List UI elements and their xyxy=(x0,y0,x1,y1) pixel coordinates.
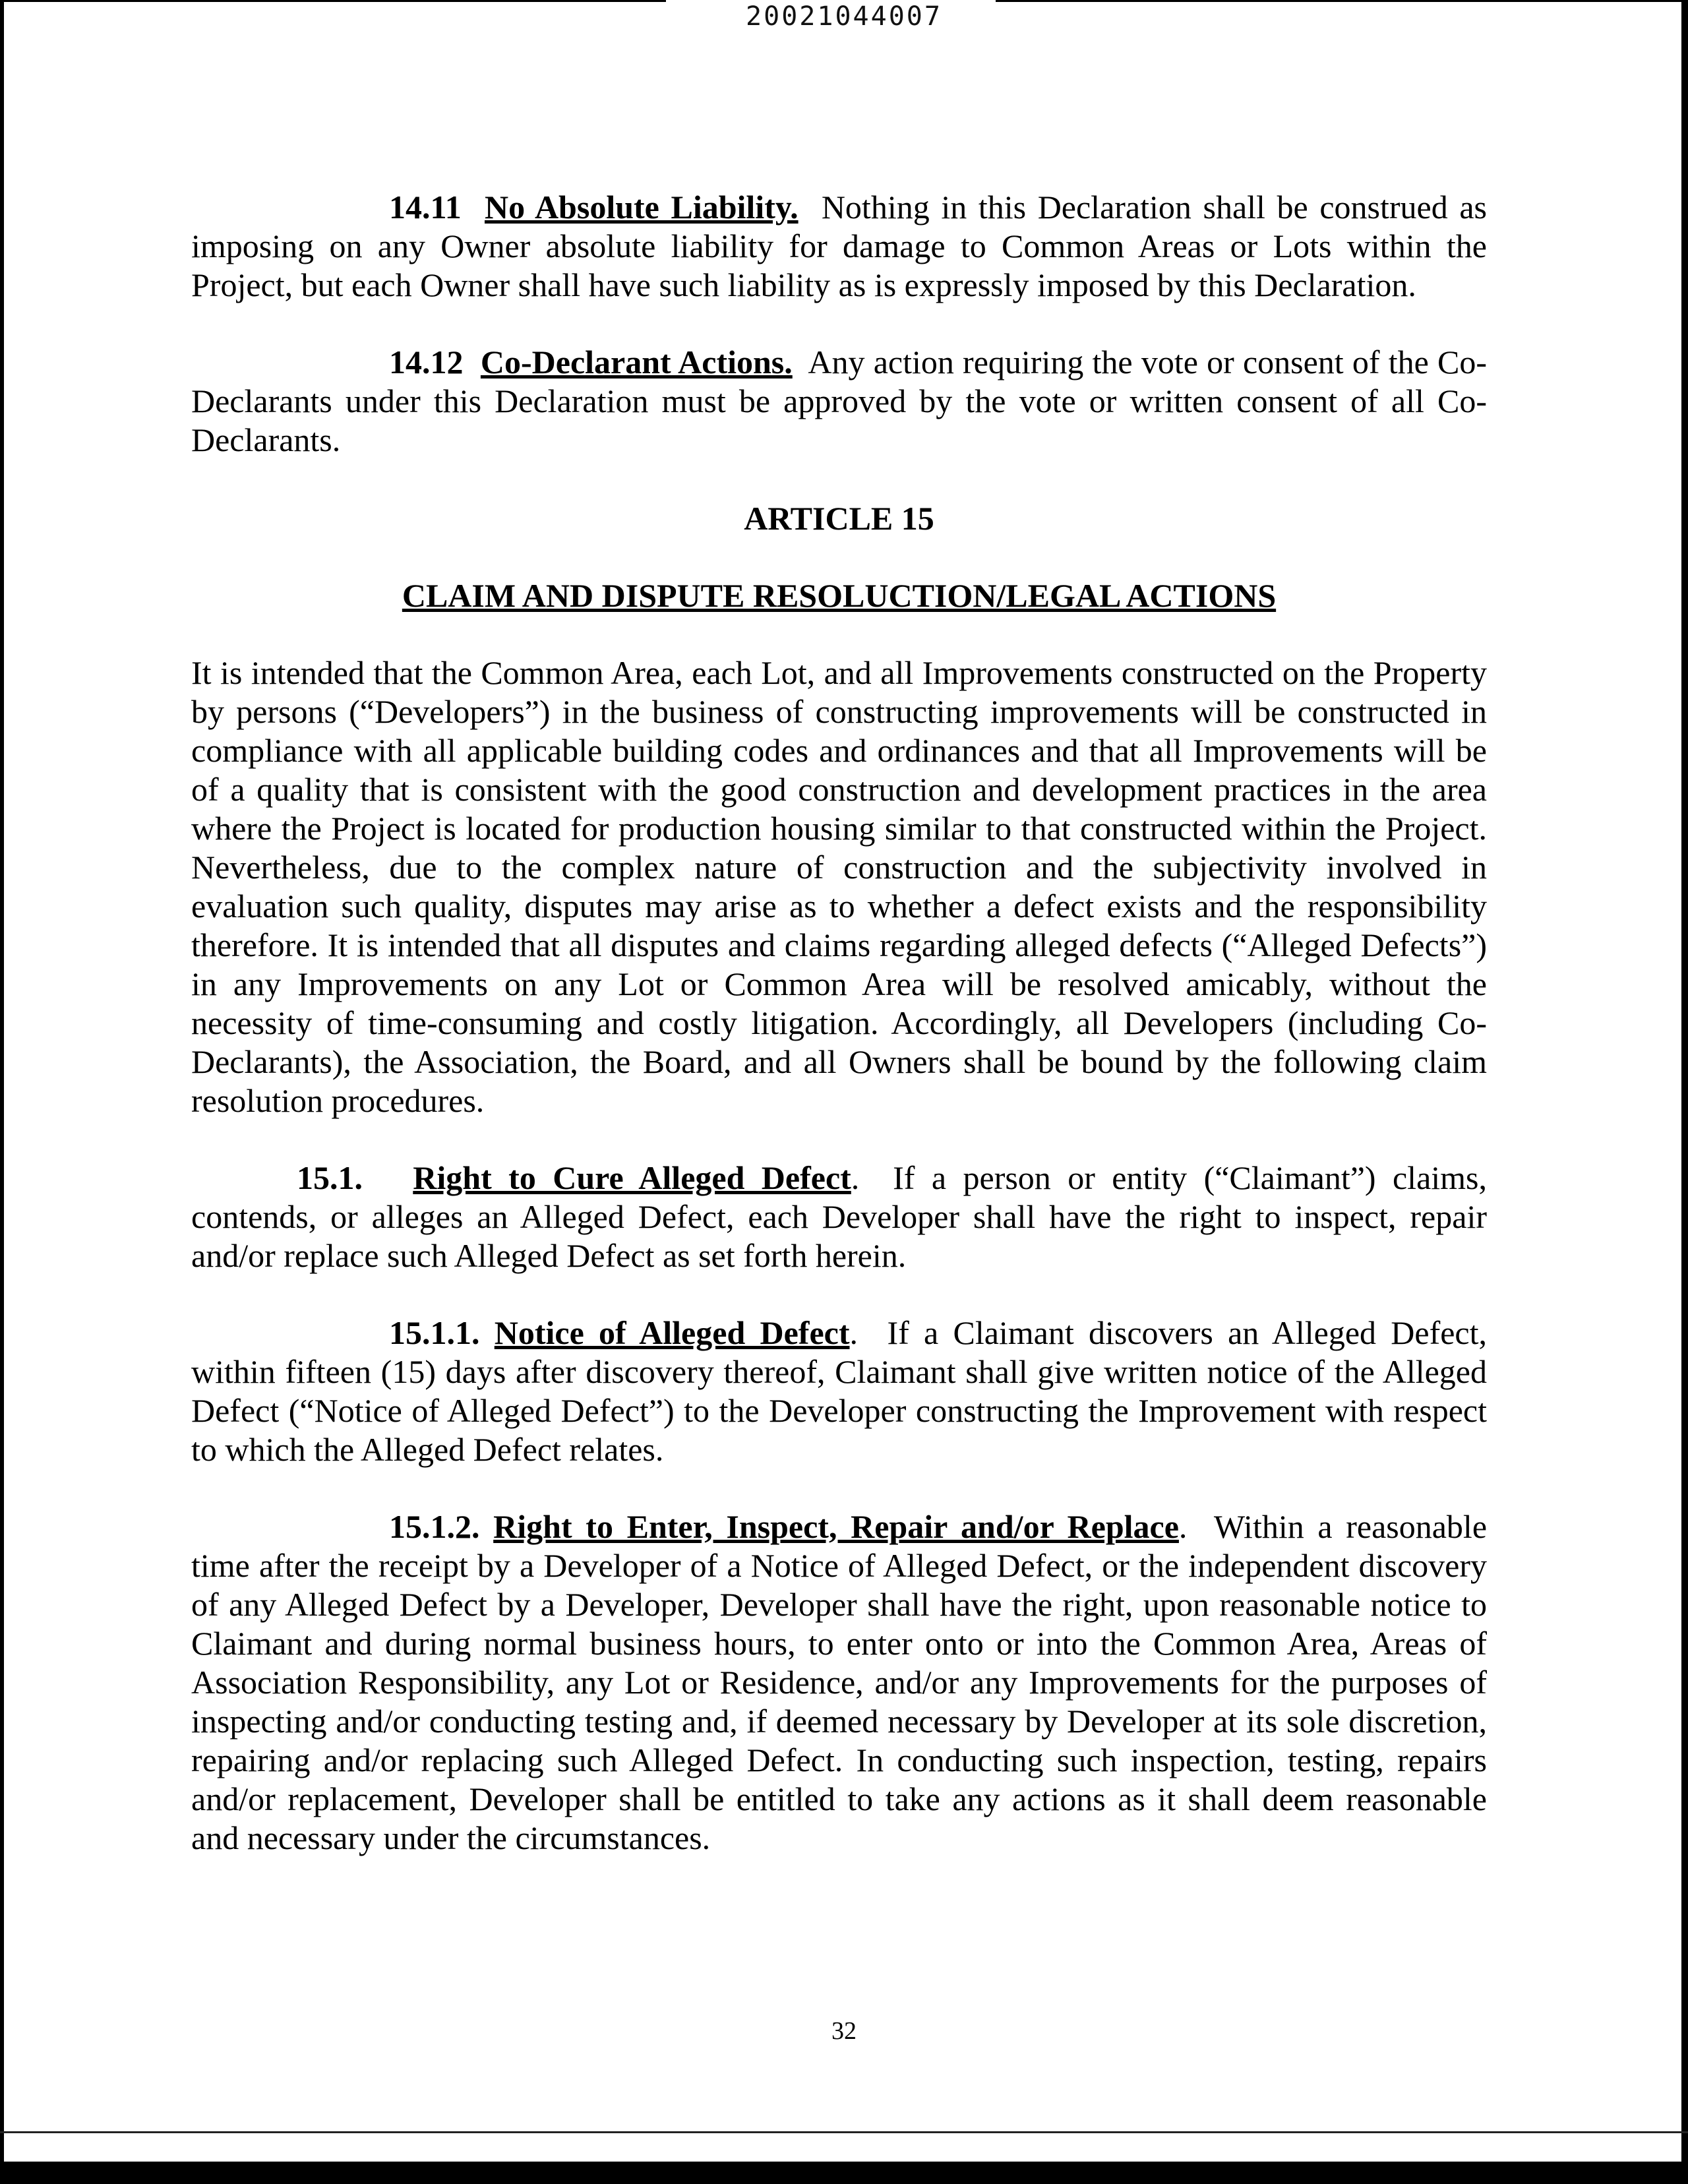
section-number: 14.12 xyxy=(389,344,464,380)
section-title-punct: . xyxy=(851,1159,860,1196)
article-heading: ARTICLE 15 xyxy=(744,500,934,537)
section-number: 15.1.2. xyxy=(389,1508,480,1545)
section-title-punct: . xyxy=(1178,1508,1188,1545)
section-text: Within a reasonable time after the receipt by a Developer of a Notice of Alleged Defect, or the independent discovery of any Alleged Defect by a Developer, Developer shall have the right, upon reasonable notice to Claimant and during normal business hours, to enter onto or into the Common Area, Areas of Association Responsibility, any Lot or Residence, and/or any Improvements for the purposes of inspecting and/or conducting testing and, if deemed necessary by Developer at its sole discretion, repairing and/or replacing such Alleged Defect. In conducting such inspection, testing, repairs and/or replacement, Developer shall be entitled to take any actions as it shall deem reasonable and necessary under the circumstances. xyxy=(191,1508,1488,1856)
scan-border-bottom-rule xyxy=(0,2131,1688,2133)
scan-border-right xyxy=(1681,0,1688,2184)
section-number: 15.1.1. xyxy=(389,1314,480,1351)
scan-border-left xyxy=(0,0,4,2184)
section-number: 14.11 xyxy=(389,189,462,226)
article-title: CLAIM AND DISPUTE RESOLUCTION/LEGAL ACTIONS xyxy=(402,577,1277,614)
section-title: Notice of Alleged Defect xyxy=(494,1314,850,1351)
section-14-12 xyxy=(191,343,1487,460)
section-text: Any action requiring the vote or consent of the Co-Declarants under this Declaration must be approved by the vote or written consent of all Co-Declarants. xyxy=(191,344,1487,458)
section-number: 15.1. xyxy=(297,1159,363,1196)
section-title-punct: . xyxy=(849,1314,858,1351)
section-title: Right to Enter, Inspect, Repair and/or Replace xyxy=(493,1508,1179,1545)
section-15-1-2 xyxy=(191,1507,1487,1858)
article-intro-paragraph: It is intended that the Common Area, each Lot, and all Improvements constructed on the Property by persons (“Developers”) in the business of constructing improvements will be constructed in compliance with all applicable building codes and ordinances and that all Improvements will be of a quality that is consistent with the good construction and development practices in the area where the Project is located for production housing similar to that constructed within the Project. Nevertheless, due to the complex nature of construction and the subjectivity involved in evaluation such quality, disputes may arise as to whether a defect exists and the responsibility therefore. It is intended that all disputes and claims regarding alleged defects (“Alleged Defects”) in any Improvements on any Lot or Common Area will be resolved amicably, without the necessity of time-consuming and costly litigation. Accordingly, all Developers (including Co-Declarants), the Association, the Board, and all Owners shall be bound by the following claim resolution procedures. xyxy=(191,654,1487,1119)
section-title: Right to Cure Alleged Defect xyxy=(413,1159,851,1196)
section-text: If a person or entity (“Claimant”) claims, contends, or alleges an Alleged Defect, each Developer shall have the right to inspect, repair and/or replace such Alleged Defect as set forth herein. xyxy=(191,1159,1488,1274)
document-page xyxy=(191,188,1487,1858)
section-15-1 xyxy=(191,1159,1487,1275)
section-title: Co-Declarant Actions. xyxy=(480,344,793,380)
section-title: No Absolute Liability. xyxy=(484,189,799,226)
scan-border-bottom xyxy=(0,2162,1688,2184)
page-number: 32 xyxy=(831,2017,857,2045)
section-14-11 xyxy=(191,188,1487,305)
section-15-1-1 xyxy=(191,1314,1487,1469)
section-text: Nothing in this Declaration shall be construed as imposing on any Owner absolute liability for damage to Common Areas or Lots within the Project, but each Owner shall have such liability as is expressly imposed by this Declaration. xyxy=(191,189,1488,303)
document-scan-id: 20021044007 xyxy=(746,1,942,32)
section-text: If a Claimant discovers an Alleged Defect, within fifteen (15) days after discovery thereof, Claimant shall give written notice of the Alleged Defect (“Notice of Alleged Defect”) to the Developer constructing the Improvement with respect to which the Alleged Defect relates. xyxy=(191,1314,1488,1468)
